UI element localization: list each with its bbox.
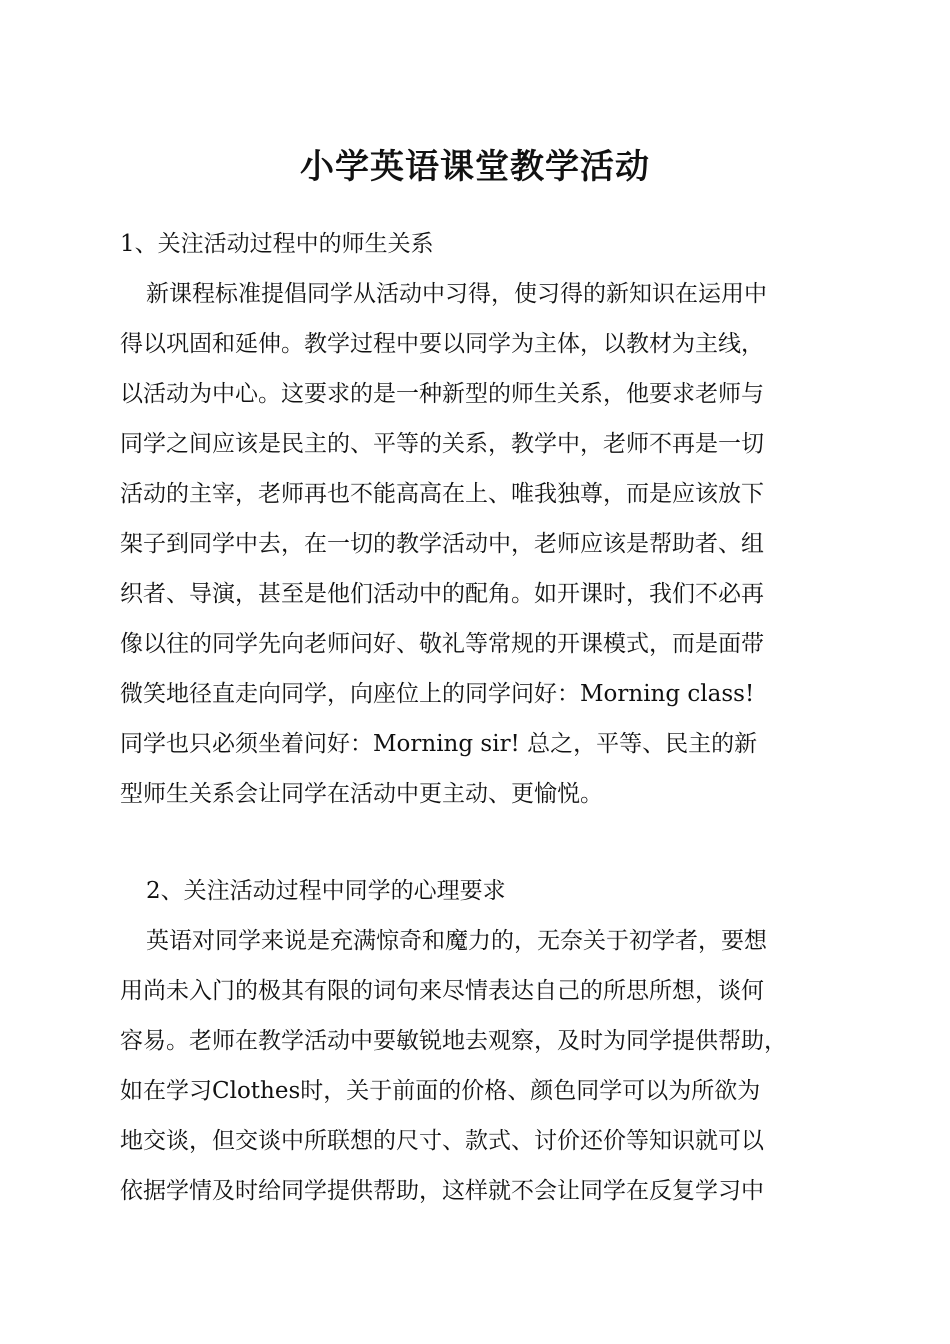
section-heading-2 [120, 866, 840, 916]
paragraph-line: 型师生关系会让同学在活动中更主动、更愉悦。 [120, 781, 603, 807]
paragraph-line: 像以往的同学先向老师问好、敬礼等常规的开课模式，而是面带 [120, 631, 764, 657]
paragraph-line: 容易。老师在教学活动中要敏锐地去观察，及时为同学提供帮助， [120, 1028, 787, 1054]
section-heading-1 [120, 219, 840, 269]
paragraph-line: 织者、导演，甚至是他们活动中的配角。如开课时，我们不必再 [120, 581, 764, 607]
paragraph-line: 得以巩固和延伸。教学过程中要以同学为主体，以教材为主线， [120, 331, 764, 357]
paragraph-line: 地交谈，但交谈中所联想的尺寸、款式、讨价还价等知识就可以 [120, 1128, 764, 1154]
paragraph-line: 新课程标准提倡同学从活动中习得，使习得的新知识在运用中 [146, 281, 767, 307]
paragraph-line: 同学也只必须坐着问好：Morning sir! 总之，平等、民主的新 [120, 731, 758, 757]
paragraph-line: 微笑地径直走向同学，向座位上的同学问好：Morning class! [120, 681, 755, 707]
paragraph-line: 架子到同学中去，在一切的教学活动中，老师应该是帮助者、组 [120, 531, 764, 557]
paragraph-line: 以活动为中心。这要求的是一种新型的师生关系，他要求老师与 [120, 381, 764, 407]
paragraph-line: 活动的主宰，老师再也不能高高在上、唯我独尊，而是应该放下 [120, 481, 764, 507]
section-heading-text: 2、关注活动过程中同学的心理要求 [146, 878, 506, 904]
paragraph-line: 英语对同学来说是充满惊奇和魔力的，无奈关于初学者，要想 [146, 928, 767, 954]
section-heading-text: 1、关注活动过程中的师生关系 [120, 231, 434, 257]
paragraph-line: 用尚未入门的极其有限的词句来尽情表达自己的所思所想，谈何 [120, 978, 764, 1004]
section-paragraph-2 [120, 916, 840, 1216]
section-paragraph-1 [120, 269, 840, 819]
paragraph-line: 依据学情及时给同学提供帮助，这样就不会让同学在反复学习中 [120, 1178, 764, 1204]
paragraph-line: 如在学习Clothes时，关于前面的价格、颜色同学可以为所欲为 [120, 1078, 761, 1104]
paragraph-line: 同学之间应该是民主的、平等的关系，教学中，老师不再是一切 [120, 431, 764, 457]
page-title: 小学英语课堂教学活动 [300, 147, 650, 187]
